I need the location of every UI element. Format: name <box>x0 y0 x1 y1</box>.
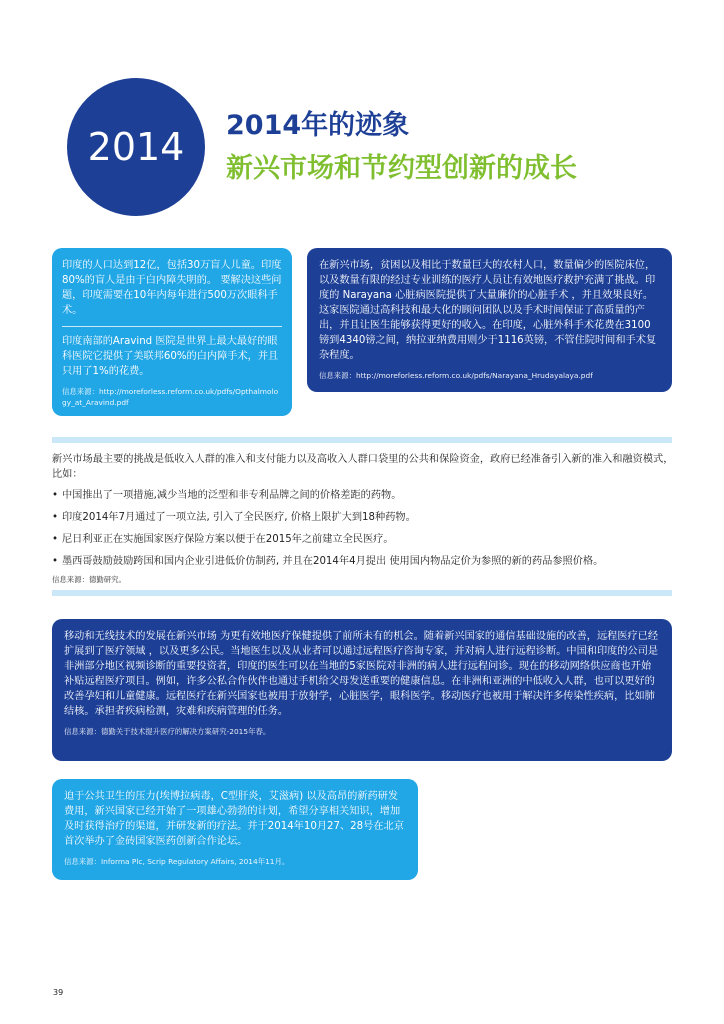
section-divider-top <box>52 437 672 443</box>
challenge-section <box>52 452 674 585</box>
mobile-source: 信息来源：德勤关于技术提升医疗的解决方案研究-2015年春。 <box>64 727 271 736</box>
india-source: 信息来源：http://moreforless.reform.co.uk/pdfs/Opthalmology_at_Aravind.pdf <box>62 387 279 407</box>
public-health-paragraph: 迫于公共卫生的压力(埃博拉病毒，C型肝炎，艾滋病) 以及高昂的新药研发费用，新兴国家已经开始了一项雄心勃勃的计划，希望分享相关知识，增加及时获得治疗的渠道，并研发新的疗法。并于2014年10月27、28号在北京首次举办了金砖国家医药创新合作论坛。 <box>64 791 404 847</box>
list-item: • 尼日利亚正在实施国家医疗保险方案以便于在2015年之前建立全民医疗。 <box>52 532 674 547</box>
list-item: • 中国推出了一项措施,减少当地的泛型和非专利品牌之间的价格差距的药物。 <box>52 488 674 503</box>
page-number: 39 <box>53 988 64 997</box>
narayana-paragraph: 在新兴市场，贫困以及相比于数量巨大的农村人口，数量偏少的医院床位，以及数量有限的经过专业训练的医疗人员让有效地医疗救护充满了挑战。印度的 Narayana 心脏病医院提供了大量廉价的心脏手术 ，并且效果良好。这家医院通过高科技和最大化的顾问团队以及手术时间保证了高质量的产出，并且让医生能够获得更好的收入。在印度，心脏外科手术花费在3100镑到4340镑之间，纳拉亚纳费用则少于1116英镑，不管住院时间和手术复杂程度。 <box>319 260 657 361</box>
india-divider <box>62 326 282 327</box>
india-paragraph-1: 印度的人口达到12亿，包括30万盲人儿童。印度80%的盲人是由于白内障失明的。 要解决这些问题，印度需要在10年内每年进行500万次眼科手术。 <box>62 260 282 316</box>
public-health-source: 信息来源：Informa Plc, Scrip Regulatory Affairs, 2014年11月。 <box>64 857 290 866</box>
narayana-source: 信息来源：http://moreforless.reform.co.uk/pdfs/Narayana_Hrudayalaya.pdf <box>319 371 593 380</box>
public-health-box <box>52 779 418 880</box>
india-eyecare-box <box>52 248 292 416</box>
challenge-list <box>52 488 674 569</box>
year-badge <box>67 78 205 216</box>
mobile-health-box <box>52 619 672 761</box>
page-title: 2014年的迹象 <box>226 110 410 141</box>
challenge-intro: 新兴市场最主要的挑战是低收入人群的准入和支付能力以及高收入人群口袋里的公共和保险资金，政府已经准备引入新的准入和融资模式，比如： <box>52 454 674 480</box>
year-text: 2014 <box>87 125 185 169</box>
challenge-source: 信息来源：德勤研究。 <box>52 575 126 584</box>
section-divider-bottom <box>52 590 672 596</box>
list-item: • 印度2014年7月通过了一项立法, 引入了全民医疗, 价格上限扩大到18种药物。 <box>52 510 674 525</box>
page-subtitle: 新兴市场和节约型创新的成长 <box>226 153 577 184</box>
list-item: • 墨西哥鼓励鼓励跨国和国内企业引进低价仿制药, 并且在2014年4月提出 使用国内物品定价为参照的新的药品参照价格。 <box>52 554 674 569</box>
india-paragraph-2: 印度南部的Aravind 医院是世界上最大最好的眼科医院它提供了美联邦60%的白内障手术，并且只用了1%的花费。 <box>62 336 279 377</box>
mobile-paragraph: 移动和无线技术的发展在新兴市场 为更有效地医疗保健提供了前所未有的机会。随着新兴国家的通信基础设施的改善，远程医疗已经扩展到了医疗领域 ，以及更多公民。当地医生以及从业者可以通过远程医疗咨询专家，并对病人进行远程诊断。中国和印度的公司是非洲部分地区视频诊断的重要投资者，印度的医生可以在当地的5家医院对非洲的病人进行远程问诊。现在的移动网络供应商也开始补贴远程医疗项目。例如，许多公私合作伙伴也通过手机给父母发送重要的健康信息。在非洲和亚洲的中低收入人群，也可以更好的改善孕妇和儿童健康。远程医疗在新兴国家也被用于放射学，心脏医学，眼科医学。移动医疗也被用于解决许多传染性疾病，比如肺结核。承担者疾病检测，灾难和疾病管理的任务。 <box>64 631 659 717</box>
narayana-box <box>307 248 672 392</box>
